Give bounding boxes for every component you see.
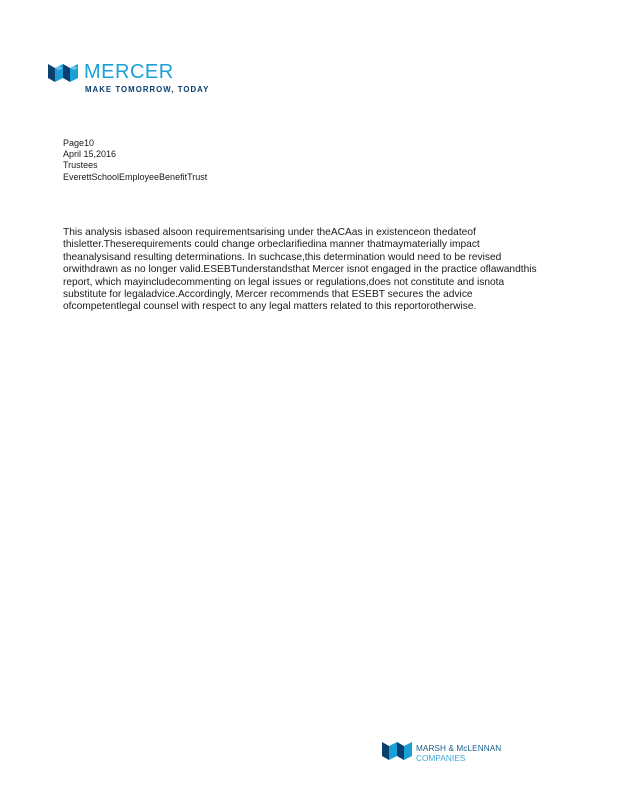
- marsh-mclennan-mark-icon: [382, 742, 412, 760]
- mercer-logo-mark-icon: [48, 64, 78, 82]
- letter-header: [63, 138, 207, 183]
- disclaimer-paragraph: This analysis isbased alsoon requirementsarising under theACAas in existenceon thedateof thisletter.Theserequirements could change orbeclarifiedina manner thatmaymaterially impact theanalysisand resulting determinations. In suchcase,this determination would need to be revised orwithdrawn as no longer valid.ESEBTunderstandsthat Mercer isnot engaged in the practice oflawandthis report, which mayincludecommenting on legal issues or regulations,does not constitute and isnota substitute for legaladvice.Accordingly, Mercer recommends that ESEBT secures the advice ofcompetentlegal counsel with respect to any legal matters related to this reportorotherwise.: [63, 227, 537, 313]
- footer-company-name: [416, 744, 501, 763]
- footer-line-1: MARSH & McLENNAN: [416, 744, 502, 753]
- logo-wordmark: MERCER: [84, 61, 174, 83]
- logo-tagline: MAKE TOMORROW, TODAY: [85, 85, 210, 94]
- page-number: Page10: [63, 138, 95, 148]
- footer-line-2: COMPANIES: [416, 753, 466, 763]
- organization: EverettSchoolEmployeeBenefitTrust: [63, 171, 208, 182]
- letter-date: April 15,2016: [63, 149, 117, 160]
- recipient: Trustees: [63, 160, 98, 171]
